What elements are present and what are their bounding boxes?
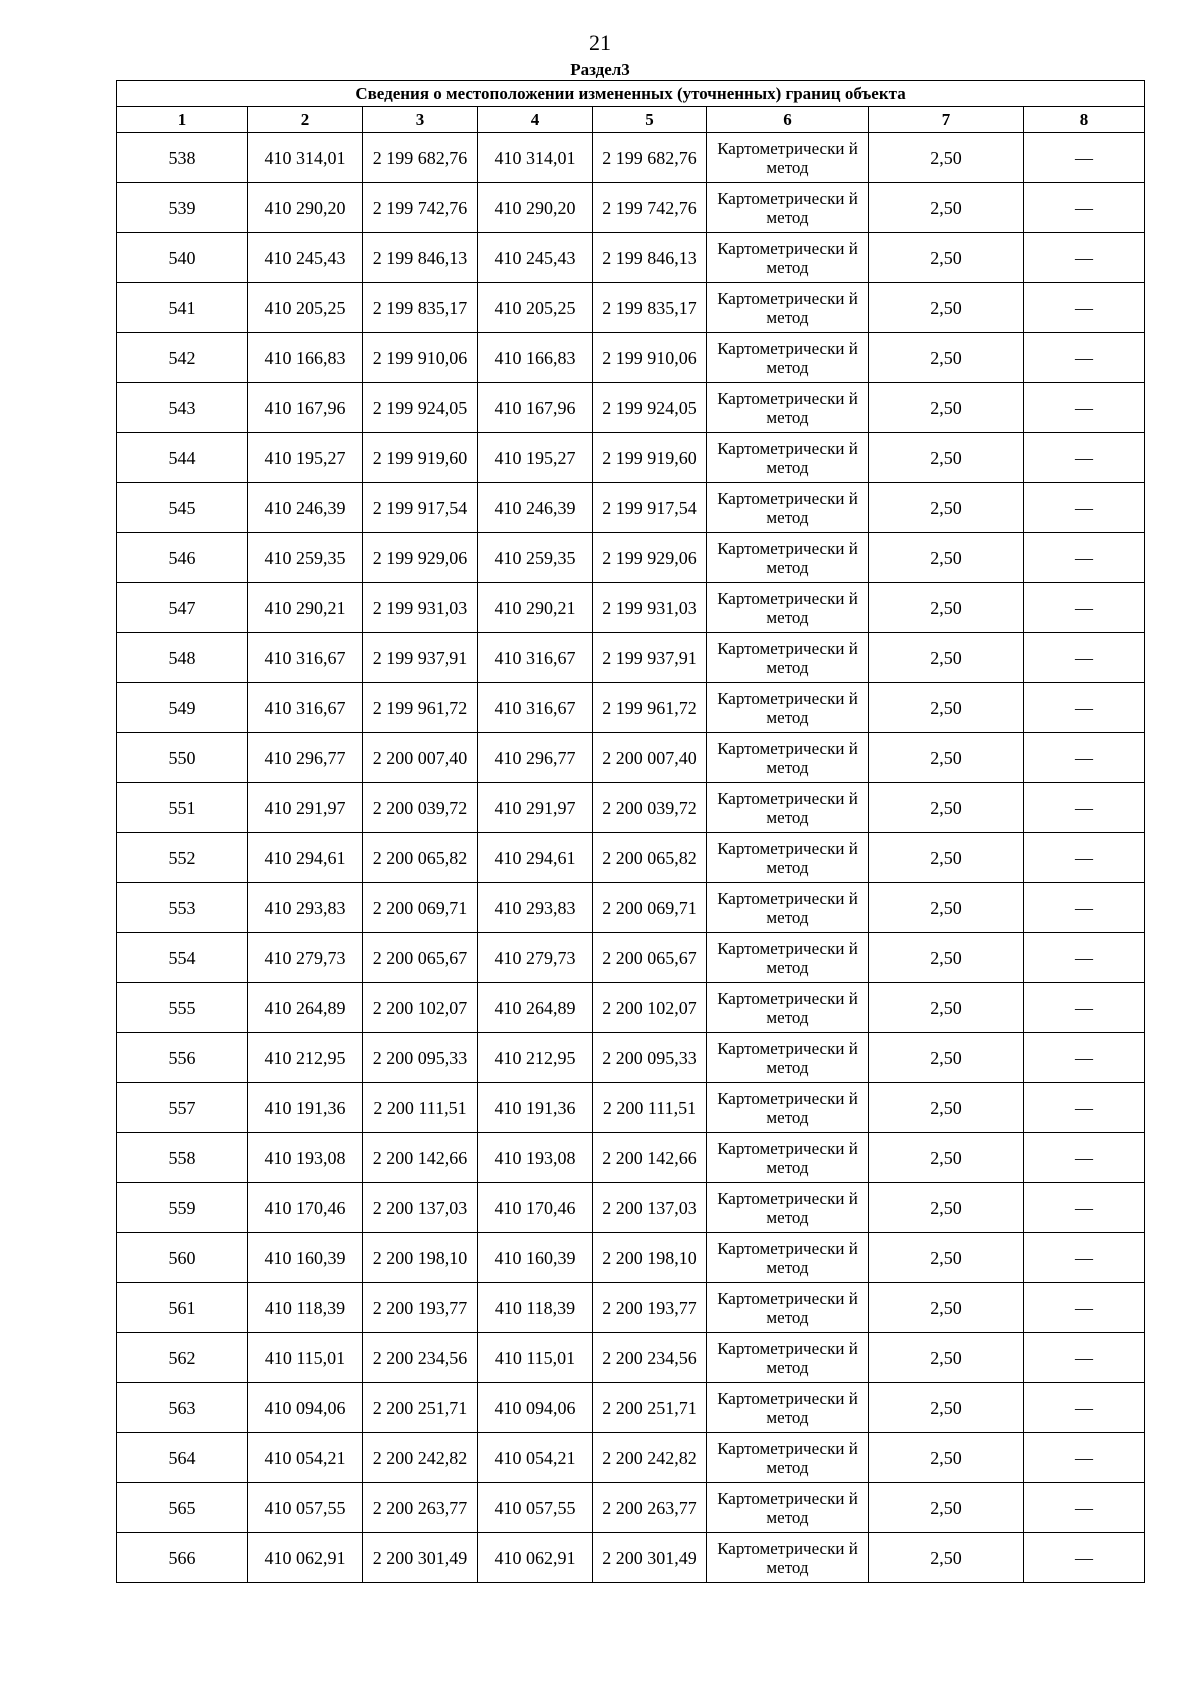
description-cell: —	[1024, 183, 1145, 233]
y-refined-cell: 2 199 742,76	[593, 183, 707, 233]
x-existing-cell: 410 195,27	[248, 433, 363, 483]
table-row	[117, 233, 1145, 283]
method-cell: Картометрически й метод	[707, 733, 869, 783]
table-row	[117, 883, 1145, 933]
y-refined-cell: 2 199 919,60	[593, 433, 707, 483]
y-existing-cell: 2 200 095,33	[363, 1033, 478, 1083]
method-cell: Картометрически й метод	[707, 133, 869, 183]
method-cell: Картометрически й метод	[707, 1433, 869, 1483]
point-number-cell: 547	[117, 583, 248, 633]
point-number-cell: 550	[117, 733, 248, 783]
x-refined-cell: 410 264,89	[478, 983, 593, 1033]
accuracy-cell: 2,50	[869, 1283, 1024, 1333]
y-refined-cell: 2 199 910,06	[593, 333, 707, 383]
table-caption: Сведения о местоположении измененных (уточненных) границ объекта	[117, 81, 1145, 107]
y-refined-cell: 2 200 193,77	[593, 1283, 707, 1333]
y-existing-cell: 2 200 193,77	[363, 1283, 478, 1333]
description-cell: —	[1024, 583, 1145, 633]
point-number-cell: 559	[117, 1183, 248, 1233]
x-refined-cell: 410 115,01	[478, 1333, 593, 1383]
point-number-cell: 546	[117, 533, 248, 583]
description-cell: —	[1024, 1233, 1145, 1283]
accuracy-cell: 2,50	[869, 1533, 1024, 1583]
x-existing-cell: 410 118,39	[248, 1283, 363, 1333]
y-refined-cell: 2 200 242,82	[593, 1433, 707, 1483]
x-refined-cell: 410 259,35	[478, 533, 593, 583]
accuracy-cell: 2,50	[869, 733, 1024, 783]
x-refined-cell: 410 166,83	[478, 333, 593, 383]
point-number-cell: 544	[117, 433, 248, 483]
x-refined-cell: 410 212,95	[478, 1033, 593, 1083]
description-cell: —	[1024, 1183, 1145, 1233]
accuracy-cell: 2,50	[869, 783, 1024, 833]
table-row	[117, 983, 1145, 1033]
accuracy-cell: 2,50	[869, 1233, 1024, 1283]
accuracy-cell: 2,50	[869, 533, 1024, 583]
y-refined-cell: 2 199 924,05	[593, 383, 707, 433]
y-existing-cell: 2 200 065,67	[363, 933, 478, 983]
method-cell: Картометрически й метод	[707, 1083, 869, 1133]
description-cell: —	[1024, 1283, 1145, 1333]
y-refined-cell: 2 200 102,07	[593, 983, 707, 1033]
method-cell: Картометрически й метод	[707, 1033, 869, 1083]
x-existing-cell: 410 290,20	[248, 183, 363, 233]
description-cell: —	[1024, 533, 1145, 583]
table-row	[117, 583, 1145, 633]
description-cell: —	[1024, 283, 1145, 333]
x-existing-cell: 410 160,39	[248, 1233, 363, 1283]
description-cell: —	[1024, 983, 1145, 1033]
point-number-cell: 565	[117, 1483, 248, 1533]
y-existing-cell: 2 200 137,03	[363, 1183, 478, 1233]
x-existing-cell: 410 316,67	[248, 683, 363, 733]
accuracy-cell: 2,50	[869, 333, 1024, 383]
description-cell: —	[1024, 1483, 1145, 1533]
method-cell: Картометрически й метод	[707, 1183, 869, 1233]
x-refined-cell: 410 291,97	[478, 783, 593, 833]
point-number-cell: 560	[117, 1233, 248, 1283]
y-existing-cell: 2 199 682,76	[363, 133, 478, 183]
accuracy-cell: 2,50	[869, 183, 1024, 233]
y-existing-cell: 2 200 198,10	[363, 1233, 478, 1283]
x-refined-cell: 410 057,55	[478, 1483, 593, 1533]
y-refined-cell: 2 200 234,56	[593, 1333, 707, 1383]
x-existing-cell: 410 167,96	[248, 383, 363, 433]
table-row	[117, 183, 1145, 233]
table-row	[117, 1333, 1145, 1383]
table-row	[117, 433, 1145, 483]
x-refined-cell: 410 191,36	[478, 1083, 593, 1133]
description-cell: —	[1024, 133, 1145, 183]
y-existing-cell: 2 199 917,54	[363, 483, 478, 533]
y-refined-cell: 2 200 111,51	[593, 1083, 707, 1133]
table-row	[117, 1433, 1145, 1483]
method-cell: Картометрически й метод	[707, 483, 869, 533]
accuracy-cell: 2,50	[869, 233, 1024, 283]
y-existing-cell: 2 199 835,17	[363, 283, 478, 333]
point-number-cell: 551	[117, 783, 248, 833]
description-cell: —	[1024, 1333, 1145, 1383]
column-header: 6	[707, 107, 869, 133]
method-cell: Картометрически й метод	[707, 1133, 869, 1183]
y-existing-cell: 2 200 301,49	[363, 1533, 478, 1583]
point-number-cell: 542	[117, 333, 248, 383]
x-existing-cell: 410 294,61	[248, 833, 363, 883]
point-number-cell: 553	[117, 883, 248, 933]
table-row	[117, 1483, 1145, 1533]
y-existing-cell: 2 200 039,72	[363, 783, 478, 833]
table-caption-row	[117, 81, 1145, 107]
table-row	[117, 633, 1145, 683]
x-refined-cell: 410 279,73	[478, 933, 593, 983]
description-cell: —	[1024, 483, 1145, 533]
y-existing-cell: 2 199 742,76	[363, 183, 478, 233]
x-refined-cell: 410 195,27	[478, 433, 593, 483]
accuracy-cell: 2,50	[869, 283, 1024, 333]
description-cell: —	[1024, 633, 1145, 683]
x-existing-cell: 410 166,83	[248, 333, 363, 383]
point-number-cell: 539	[117, 183, 248, 233]
table-row	[117, 1233, 1145, 1283]
method-cell: Картометрически й метод	[707, 1233, 869, 1283]
accuracy-cell: 2,50	[869, 133, 1024, 183]
y-existing-cell: 2 200 234,56	[363, 1333, 478, 1383]
method-cell: Картометрически й метод	[707, 233, 869, 283]
method-cell: Картометрически й метод	[707, 533, 869, 583]
description-cell: —	[1024, 783, 1145, 833]
x-existing-cell: 410 279,73	[248, 933, 363, 983]
x-refined-cell: 410 160,39	[478, 1233, 593, 1283]
accuracy-cell: 2,50	[869, 483, 1024, 533]
y-existing-cell: 2 199 937,91	[363, 633, 478, 683]
column-number-row	[117, 107, 1145, 133]
page-number: 21	[589, 30, 611, 55]
column-header: 3	[363, 107, 478, 133]
table-row	[117, 133, 1145, 183]
accuracy-cell: 2,50	[869, 1433, 1024, 1483]
accuracy-cell: 2,50	[869, 683, 1024, 733]
y-refined-cell: 2 200 007,40	[593, 733, 707, 783]
column-header: 1	[117, 107, 248, 133]
table-row	[117, 1383, 1145, 1433]
y-existing-cell: 2 199 910,06	[363, 333, 478, 383]
y-existing-cell: 2 200 069,71	[363, 883, 478, 933]
method-cell: Картометрически й метод	[707, 383, 869, 433]
table-row	[117, 933, 1145, 983]
y-existing-cell: 2 199 924,05	[363, 383, 478, 433]
method-cell: Картометрически й метод	[707, 583, 869, 633]
description-cell: —	[1024, 883, 1145, 933]
x-refined-cell: 410 167,96	[478, 383, 593, 433]
method-cell: Картометрически й метод	[707, 783, 869, 833]
description-cell: —	[1024, 433, 1145, 483]
column-header: 4	[478, 107, 593, 133]
y-existing-cell: 2 200 142,66	[363, 1133, 478, 1183]
method-cell: Картометрически й метод	[707, 633, 869, 683]
x-existing-cell: 410 296,77	[248, 733, 363, 783]
y-existing-cell: 2 199 931,03	[363, 583, 478, 633]
x-refined-cell: 410 290,21	[478, 583, 593, 633]
column-header: 7	[869, 107, 1024, 133]
x-existing-cell: 410 115,01	[248, 1333, 363, 1383]
table-row	[117, 483, 1145, 533]
accuracy-cell: 2,50	[869, 633, 1024, 683]
table-row	[117, 733, 1145, 783]
y-existing-cell: 2 200 102,07	[363, 983, 478, 1033]
x-refined-cell: 410 170,46	[478, 1183, 593, 1233]
point-number-cell: 561	[117, 1283, 248, 1333]
x-existing-cell: 410 291,97	[248, 783, 363, 833]
table-row	[117, 783, 1145, 833]
description-cell: —	[1024, 383, 1145, 433]
y-refined-cell: 2 200 263,77	[593, 1483, 707, 1533]
point-number-cell: 538	[117, 133, 248, 183]
description-cell: —	[1024, 833, 1145, 883]
accuracy-cell: 2,50	[869, 583, 1024, 633]
y-existing-cell: 2 199 961,72	[363, 683, 478, 733]
point-number-cell: 566	[117, 1533, 248, 1583]
point-number-cell: 545	[117, 483, 248, 533]
table-row	[117, 383, 1145, 433]
method-cell: Картометрически й метод	[707, 433, 869, 483]
method-cell: Картометрически й метод	[707, 683, 869, 733]
y-existing-cell: 2 200 065,82	[363, 833, 478, 883]
table-row	[117, 1183, 1145, 1233]
description-cell: —	[1024, 1533, 1145, 1583]
method-cell: Картометрически й метод	[707, 1533, 869, 1583]
x-refined-cell: 410 316,67	[478, 633, 593, 683]
x-refined-cell: 410 118,39	[478, 1283, 593, 1333]
y-refined-cell: 2 200 069,71	[593, 883, 707, 933]
description-cell: —	[1024, 933, 1145, 983]
point-number-cell: 554	[117, 933, 248, 983]
x-existing-cell: 410 193,08	[248, 1133, 363, 1183]
coordinates-table	[116, 80, 1145, 1583]
x-refined-cell: 410 316,67	[478, 683, 593, 733]
x-existing-cell: 410 314,01	[248, 133, 363, 183]
point-number-cell: 557	[117, 1083, 248, 1133]
accuracy-cell: 2,50	[869, 1383, 1024, 1433]
method-cell: Картометрически й метод	[707, 933, 869, 983]
accuracy-cell: 2,50	[869, 883, 1024, 933]
y-refined-cell: 2 199 917,54	[593, 483, 707, 533]
y-refined-cell: 2 200 039,72	[593, 783, 707, 833]
point-number-cell: 552	[117, 833, 248, 883]
x-refined-cell: 410 205,25	[478, 283, 593, 333]
x-existing-cell: 410 246,39	[248, 483, 363, 533]
y-refined-cell: 2 199 961,72	[593, 683, 707, 733]
table-body	[117, 133, 1145, 1583]
x-refined-cell: 410 246,39	[478, 483, 593, 533]
point-number-cell: 555	[117, 983, 248, 1033]
y-refined-cell: 2 200 142,66	[593, 1133, 707, 1183]
x-existing-cell: 410 094,06	[248, 1383, 363, 1433]
method-cell: Картометрически й метод	[707, 1483, 869, 1533]
x-existing-cell: 410 259,35	[248, 533, 363, 583]
x-existing-cell: 410 062,91	[248, 1533, 363, 1583]
method-cell: Картометрически й метод	[707, 883, 869, 933]
point-number-cell: 549	[117, 683, 248, 733]
description-cell: —	[1024, 683, 1145, 733]
method-cell: Картометрически й метод	[707, 183, 869, 233]
accuracy-cell: 2,50	[869, 1133, 1024, 1183]
x-existing-cell: 410 290,21	[248, 583, 363, 633]
accuracy-cell: 2,50	[869, 833, 1024, 883]
method-cell: Картометрически й метод	[707, 1383, 869, 1433]
x-existing-cell: 410 205,25	[248, 283, 363, 333]
x-existing-cell: 410 316,67	[248, 633, 363, 683]
table-row	[117, 1033, 1145, 1083]
x-existing-cell: 410 057,55	[248, 1483, 363, 1533]
accuracy-cell: 2,50	[869, 1333, 1024, 1383]
x-refined-cell: 410 296,77	[478, 733, 593, 783]
y-refined-cell: 2 199 937,91	[593, 633, 707, 683]
accuracy-cell: 2,50	[869, 933, 1024, 983]
method-cell: Картометрически й метод	[707, 833, 869, 883]
point-number-cell: 541	[117, 283, 248, 333]
x-refined-cell: 410 293,83	[478, 883, 593, 933]
x-refined-cell: 410 193,08	[478, 1133, 593, 1183]
method-cell: Картометрически й метод	[707, 283, 869, 333]
description-cell: —	[1024, 1083, 1145, 1133]
x-existing-cell: 410 170,46	[248, 1183, 363, 1233]
y-refined-cell: 2 200 095,33	[593, 1033, 707, 1083]
y-refined-cell: 2 200 065,82	[593, 833, 707, 883]
y-existing-cell: 2 200 251,71	[363, 1383, 478, 1433]
point-number-cell: 543	[117, 383, 248, 433]
accuracy-cell: 2,50	[869, 1483, 1024, 1533]
point-number-cell: 564	[117, 1433, 248, 1483]
x-refined-cell: 410 294,61	[478, 833, 593, 883]
point-number-cell: 563	[117, 1383, 248, 1433]
y-refined-cell: 2 199 846,13	[593, 233, 707, 283]
y-refined-cell: 2 200 251,71	[593, 1383, 707, 1433]
y-refined-cell: 2 199 929,06	[593, 533, 707, 583]
y-existing-cell: 2 199 846,13	[363, 233, 478, 283]
description-cell: —	[1024, 333, 1145, 383]
accuracy-cell: 2,50	[869, 1033, 1024, 1083]
x-refined-cell: 410 054,21	[478, 1433, 593, 1483]
accuracy-cell: 2,50	[869, 433, 1024, 483]
point-number-cell: 548	[117, 633, 248, 683]
x-existing-cell: 410 054,21	[248, 1433, 363, 1483]
x-refined-cell: 410 062,91	[478, 1533, 593, 1583]
y-refined-cell: 2 199 682,76	[593, 133, 707, 183]
column-header: 8	[1024, 107, 1145, 133]
table-row	[117, 1133, 1145, 1183]
y-existing-cell: 2 199 919,60	[363, 433, 478, 483]
accuracy-cell: 2,50	[869, 983, 1024, 1033]
table-row	[117, 683, 1145, 733]
point-number-cell: 558	[117, 1133, 248, 1183]
method-cell: Картометрически й метод	[707, 983, 869, 1033]
x-refined-cell: 410 245,43	[478, 233, 593, 283]
table-row	[117, 533, 1145, 583]
description-cell: —	[1024, 1033, 1145, 1083]
x-refined-cell: 410 314,01	[478, 133, 593, 183]
table-row	[117, 833, 1145, 883]
table-row	[117, 1083, 1145, 1133]
column-header: 5	[593, 107, 707, 133]
accuracy-cell: 2,50	[869, 383, 1024, 433]
y-refined-cell: 2 200 301,49	[593, 1533, 707, 1583]
table-row	[117, 333, 1145, 383]
x-refined-cell: 410 094,06	[478, 1383, 593, 1433]
accuracy-cell: 2,50	[869, 1083, 1024, 1133]
description-cell: —	[1024, 233, 1145, 283]
description-cell: —	[1024, 1383, 1145, 1433]
y-existing-cell: 2 200 111,51	[363, 1083, 478, 1133]
x-existing-cell: 410 293,83	[248, 883, 363, 933]
table-row	[117, 283, 1145, 333]
point-number-cell: 562	[117, 1333, 248, 1383]
x-existing-cell: 410 212,95	[248, 1033, 363, 1083]
method-cell: Картометрически й метод	[707, 1333, 869, 1383]
x-existing-cell: 410 264,89	[248, 983, 363, 1033]
y-refined-cell: 2 199 835,17	[593, 283, 707, 333]
y-refined-cell: 2 200 065,67	[593, 933, 707, 983]
x-existing-cell: 410 191,36	[248, 1083, 363, 1133]
accuracy-cell: 2,50	[869, 1183, 1024, 1233]
description-cell: —	[1024, 733, 1145, 783]
table-row	[117, 1283, 1145, 1333]
description-cell: —	[1024, 1133, 1145, 1183]
y-existing-cell: 2 200 263,77	[363, 1483, 478, 1533]
y-refined-cell: 2 200 198,10	[593, 1233, 707, 1283]
method-cell: Картометрически й метод	[707, 1283, 869, 1333]
table-row	[117, 1533, 1145, 1583]
y-existing-cell: 2 200 242,82	[363, 1433, 478, 1483]
y-existing-cell: 2 199 929,06	[363, 533, 478, 583]
point-number-cell: 540	[117, 233, 248, 283]
column-header: 2	[248, 107, 363, 133]
point-number-cell: 556	[117, 1033, 248, 1083]
section-title: Раздел3	[570, 60, 630, 79]
x-refined-cell: 410 290,20	[478, 183, 593, 233]
y-refined-cell: 2 200 137,03	[593, 1183, 707, 1233]
description-cell: —	[1024, 1433, 1145, 1483]
x-existing-cell: 410 245,43	[248, 233, 363, 283]
y-refined-cell: 2 199 931,03	[593, 583, 707, 633]
y-existing-cell: 2 200 007,40	[363, 733, 478, 783]
method-cell: Картометрически й метод	[707, 333, 869, 383]
